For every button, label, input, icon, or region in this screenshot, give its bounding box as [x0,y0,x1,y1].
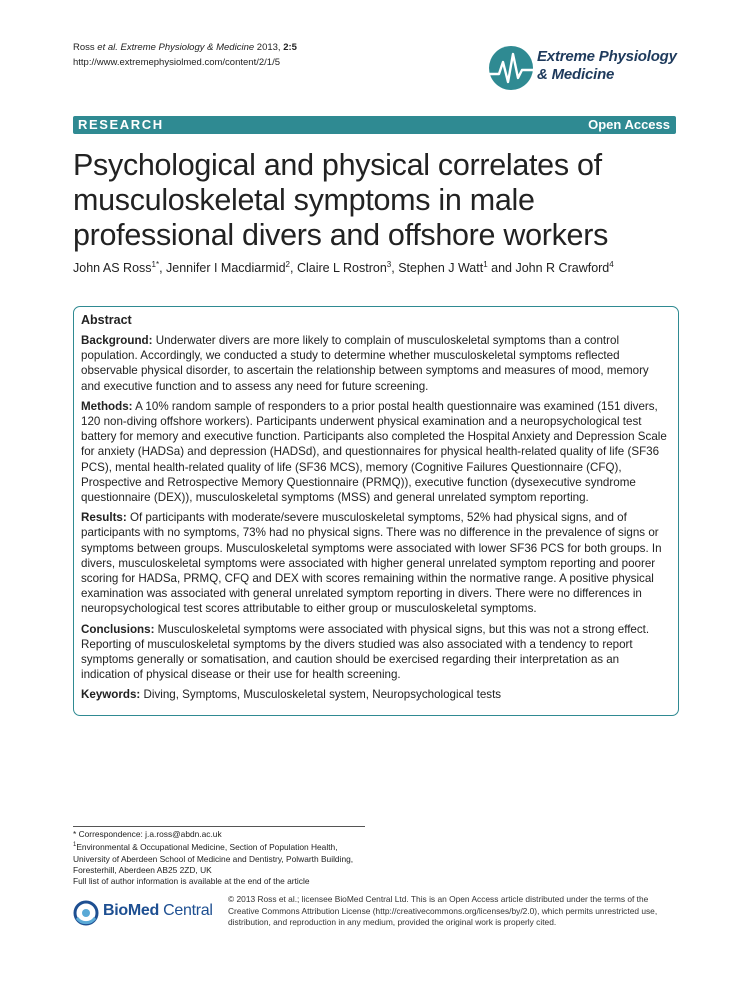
journal-logo [487,42,687,98]
conclusions-text: Musculoskeletal symptoms were associated with physical signs, but this was not a strong effect. Reporting of musculoskeletal symptoms by the divers studied was also associated with a tendency to report symptoms generally or somatisation, and caution should be exercised regarding their interpretation as an indication of physical disease or their use for health screening. [81,622,650,682]
author-affiliation-mark: 2 [285,260,290,269]
author-separator: and [487,261,516,276]
biomed-central-icon [73,900,101,926]
keywords-text: Diving, Symptoms, Musculoskeletal system, Neuropsychological tests [140,688,502,702]
article-url[interactable]: http://www.extremephysiolmed.com/content/2/1/5 [73,57,280,68]
journal-logo-icon [487,42,537,94]
author-name: Stephen J Watt [398,261,484,276]
author-separator: , [391,261,399,276]
author-affiliation-mark: 1* [151,260,160,269]
abstract-keywords [81,687,671,702]
author-affiliation-mark: 4 [609,260,614,269]
author-name: Jennifer I Macdiarmid [166,261,286,276]
abstract-background [81,333,671,394]
abstract-conclusions [81,622,671,683]
abstract-methods [81,399,671,505]
author-name: John AS Ross [73,261,152,276]
citation-year: 2013, [254,42,284,53]
author-list [73,260,683,275]
citation-line [73,40,297,55]
central-word: Central [158,902,213,919]
results-text: Of participants with moderate/severe musculoskeletal symptoms, 52% had physical signs, and of participants with no symptoms, 73% had no physical signs. There was no difference in the prevalence of signs or symptoms between groups. Musculoskeletal symptoms were associated with lower SF36 PCS for both groups. In divers, musculoskeletal symptoms were associated with higher general unrelated symptom reporting and poorer scoring for HADSa, PRMQ, CFQ and DEX with scores remaining within the normative range. A positive physical examination was associated with general unrelated symptom reporting in divers. There were no differences in neuropsychological test scores attributable to either group or musculoskeletal symptoms. [81,511,662,616]
abstract-heading: Abstract [81,313,132,327]
license-text: © 2013 Ross et al.; licensee BioMed Central Ltd. This is an Open Access article distributed under the terms of the Creative Commons Attribution License (http://creativecommons.org/licenses/by/2.0), which permits unrestricted use, distribution, and reproduction in any medium, provided the original work is properly cited. [228,894,658,928]
full-list-note: Full list of author information is available at the end of the article [73,876,310,887]
author-affiliation-mark: 1 [483,260,488,269]
background-label: Background: [81,334,153,347]
section-bar [73,116,676,134]
author-affiliation-mark: 3 [386,260,392,269]
footnote-rule [73,826,365,827]
journal-name [537,48,677,84]
biomed-central-logo [73,900,223,926]
biomed-central-wordmark [103,902,213,920]
biomed-word: BioMed [103,902,159,919]
background-text: Underwater divers are more likely to complain of musculoskeletal symptoms than a control population. Accordingly, we conducted a study to determine whether musculoskeletal symptoms reflected observable physical disorder, to ascertain the relationship between symptoms and measures of mood, memory and executive function and to assess any need for future screening. [81,334,649,393]
footnotes [73,829,373,888]
methods-label: Methods: [81,399,133,413]
methods-text: A 10% random sample of responders to a prior postal health questionnaire was examined (151 divers, 120 non-diving offshore workers). Participants underwent physical examination and a neuropsychological test battery for memory and executive function. Participants also completed the Hospital Anxiety and Depression Scale for anxiety (HADSa) and depression (HADSd), and questionnaires for physical health-related quality of life (SF36 PCS), mental health-related quality of life (SF36 MCS), memory (Cognitive Failures Questionnaire (CFQ), Prospective and Retrospective Memory Questionnaire (PRMQ)), executive function (dysexecutive syndrome questionnaire (DEX)), musculoskeletal symptoms (MSS) and general unrelated symptom reporting. [81,399,667,505]
open-access-label: Open Access [588,117,670,132]
keywords-label: Keywords: [81,688,141,702]
citation-volume: 2:5 [283,42,297,53]
citation-journal: Extreme Physiology & Medicine [117,42,255,53]
author-name: John R Crawford [515,261,610,276]
affiliation-mark: 1 [73,842,77,849]
article-title: Psychological and physical correlates of musculoskeletal symptoms in male professional divers and offshore workers [73,148,609,252]
journal-name-line1: Extreme Physiology [537,48,677,65]
journal-name-line2: & Medicine [537,66,615,83]
citation-etal: et al. [97,42,118,53]
citation-block [73,40,297,70]
results-label: Results: [81,511,127,525]
affiliation [73,840,373,876]
section-label: RESEARCH [78,117,164,132]
correspondence[interactable]: * Correspondence: j.a.ross@abdn.ac.uk [73,829,222,839]
citation-authors: Ross [73,42,98,53]
abstract-results [81,510,671,616]
author-separator: , [289,261,297,276]
author-name: Claire L Rostron [296,261,387,276]
abstract-box [73,306,679,716]
conclusions-label: Conclusions: [81,622,155,636]
author-separator: , [159,261,167,276]
affiliation-text: Environmental & Occupational Medicine, Section of Population Health, University of Aberdeen School of Medicine and Dentistry, Polwarth Building, Foresterhill, Aberdeen AB25 2ZD, UK [73,842,354,876]
